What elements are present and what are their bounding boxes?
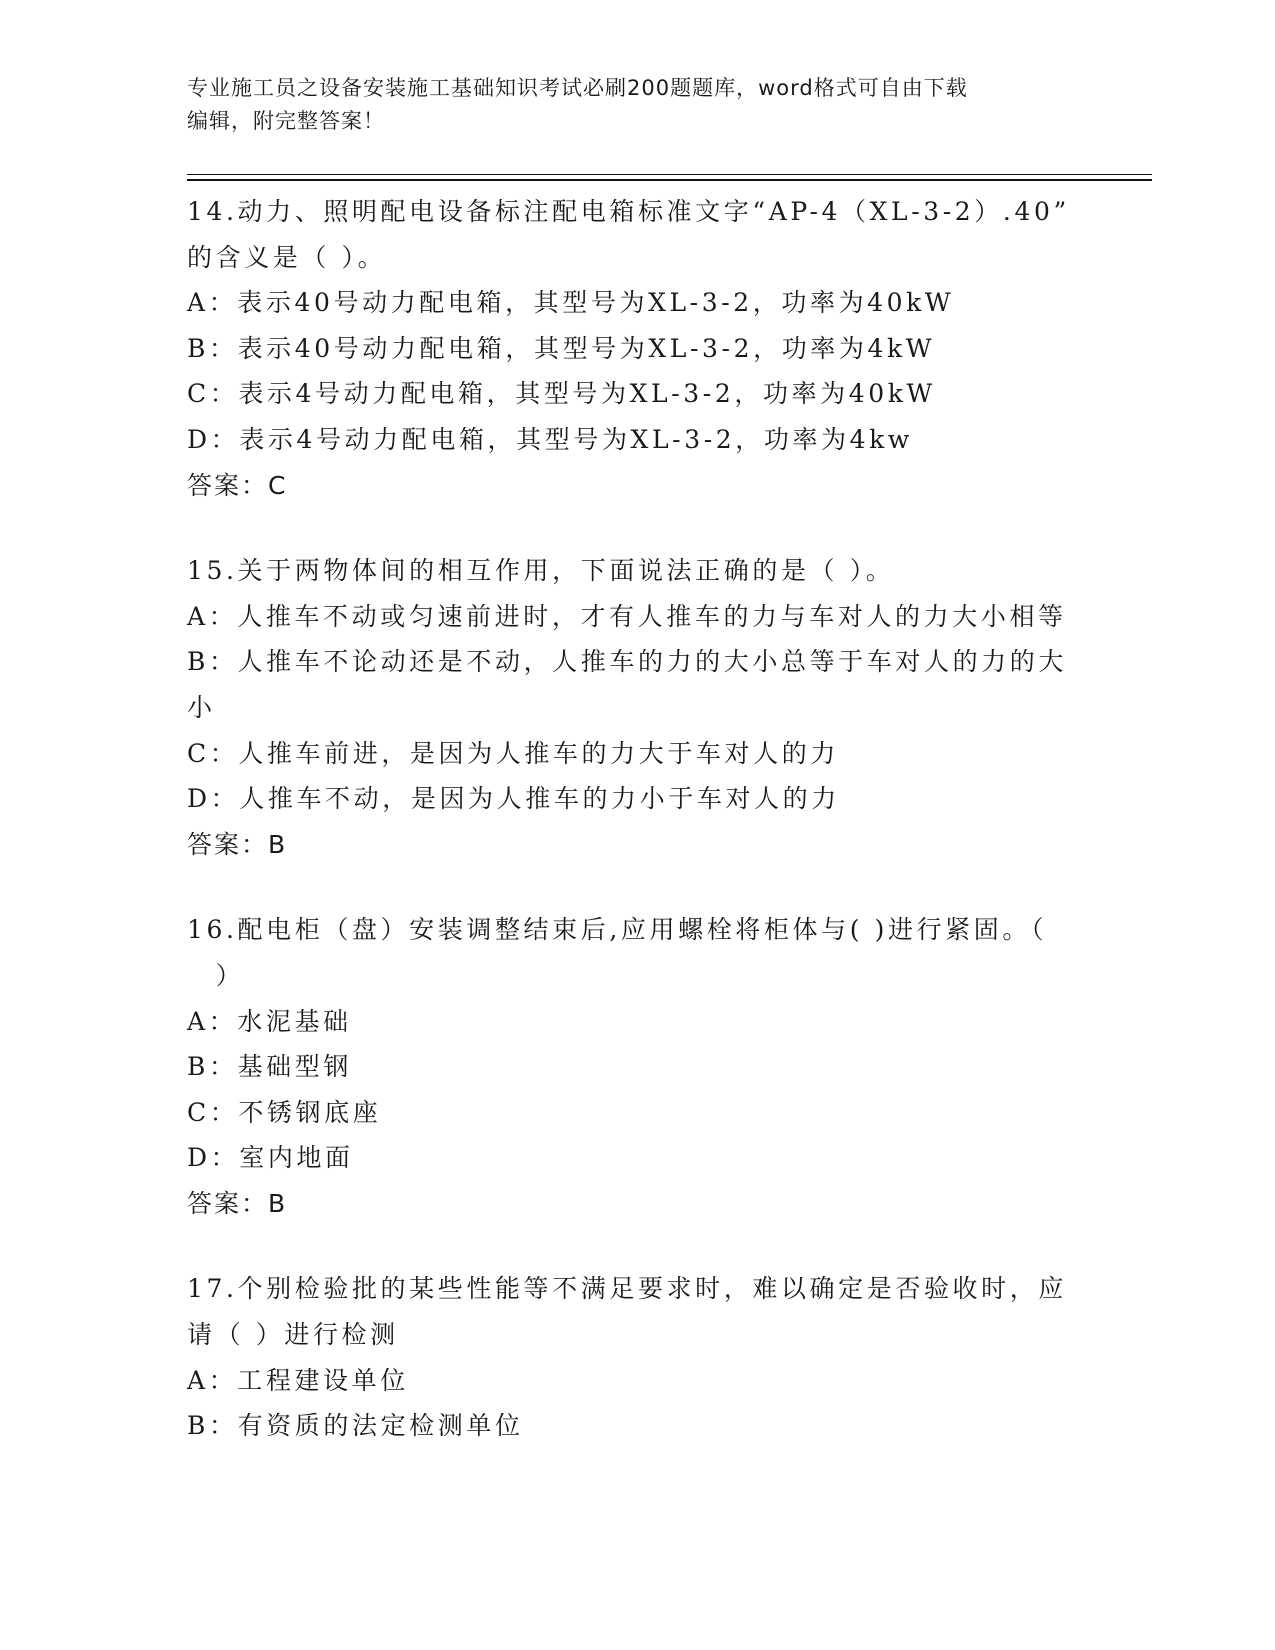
question-17 — [187, 1266, 1077, 1448]
option-a: A：水泥基础 — [187, 1006, 352, 1036]
option-c: C：表示4号动力配电箱，其型号为XL-3-2，功率为40kW — [187, 379, 936, 409]
question-stem: 16.配电柜（盘）安装调整结束后,应用螺栓将柜体与( )进行紧固。（ — [187, 915, 1048, 945]
question-stem: 14.动力、照明配电设备标注配电箱标准文字“AP-4（XL-3-2）.40” — [187, 197, 1070, 226]
question-stem: ） — [187, 960, 245, 990]
option-a: A：工程建设单位 — [187, 1365, 409, 1395]
question-list — [187, 189, 1077, 1489]
option-a: A：表示40号动力配电箱，其型号为XL-3-2，功率为40kW — [187, 288, 955, 318]
header-line-1: 专业施工员之设备安装施工基础知识考试必刷200题题库，word格式可自由下载 — [187, 76, 968, 100]
option-d: D：表示4号动力配电箱，其型号为XL-3-2，功率为4kw — [187, 424, 913, 454]
option-b: B：基础型钢 — [187, 1052, 352, 1082]
question-15 — [187, 548, 1077, 867]
option-c: C：不锈钢底座 — [187, 1097, 382, 1127]
header-line-2: 编辑，附完整答案！ — [187, 109, 385, 133]
question-14 — [187, 189, 1077, 508]
header-divider-thin — [187, 174, 1152, 175]
question-stem: 的含义是（ ）。 — [187, 242, 387, 272]
option-c: C：人推车前进，是因为人推车的力大于车对人的力 — [187, 738, 839, 768]
option-a: A：人推车不动或匀速前进时，才有人推车的力与车对人的力大小相等 — [187, 601, 1067, 631]
question-stem: 15.关于两物体间的相互作用，下面说法正确的是（ ）。 — [187, 556, 895, 586]
answer-line: 答案：B — [187, 1188, 288, 1218]
answer-line: 答案：C — [187, 470, 288, 500]
answer-line: 答案：B — [187, 829, 288, 859]
question-stem: 请（ ）进行检测 — [187, 1320, 399, 1350]
question-stem: 17.个别检验批的某些性能等不满足要求时，难以确定是否验收时，应 — [187, 1274, 1067, 1304]
option-b: B：人推车不论动还是不动，人推车的力的大小总等于车对人的力的大 — [187, 647, 1067, 677]
option-b-continued: 小 — [187, 692, 216, 722]
header-divider-thick — [187, 179, 1152, 181]
document-header — [187, 72, 1067, 138]
option-d: D：室内地面 — [187, 1143, 354, 1173]
option-b: B：表示40号动力配电箱，其型号为XL-3-2，功率为4kW — [187, 333, 936, 363]
option-b: B：有资质的法定检测单位 — [187, 1411, 524, 1441]
question-16 — [187, 907, 1077, 1226]
option-d: D：人推车不动，是因为人推车的力小于车对人的力 — [187, 784, 840, 814]
